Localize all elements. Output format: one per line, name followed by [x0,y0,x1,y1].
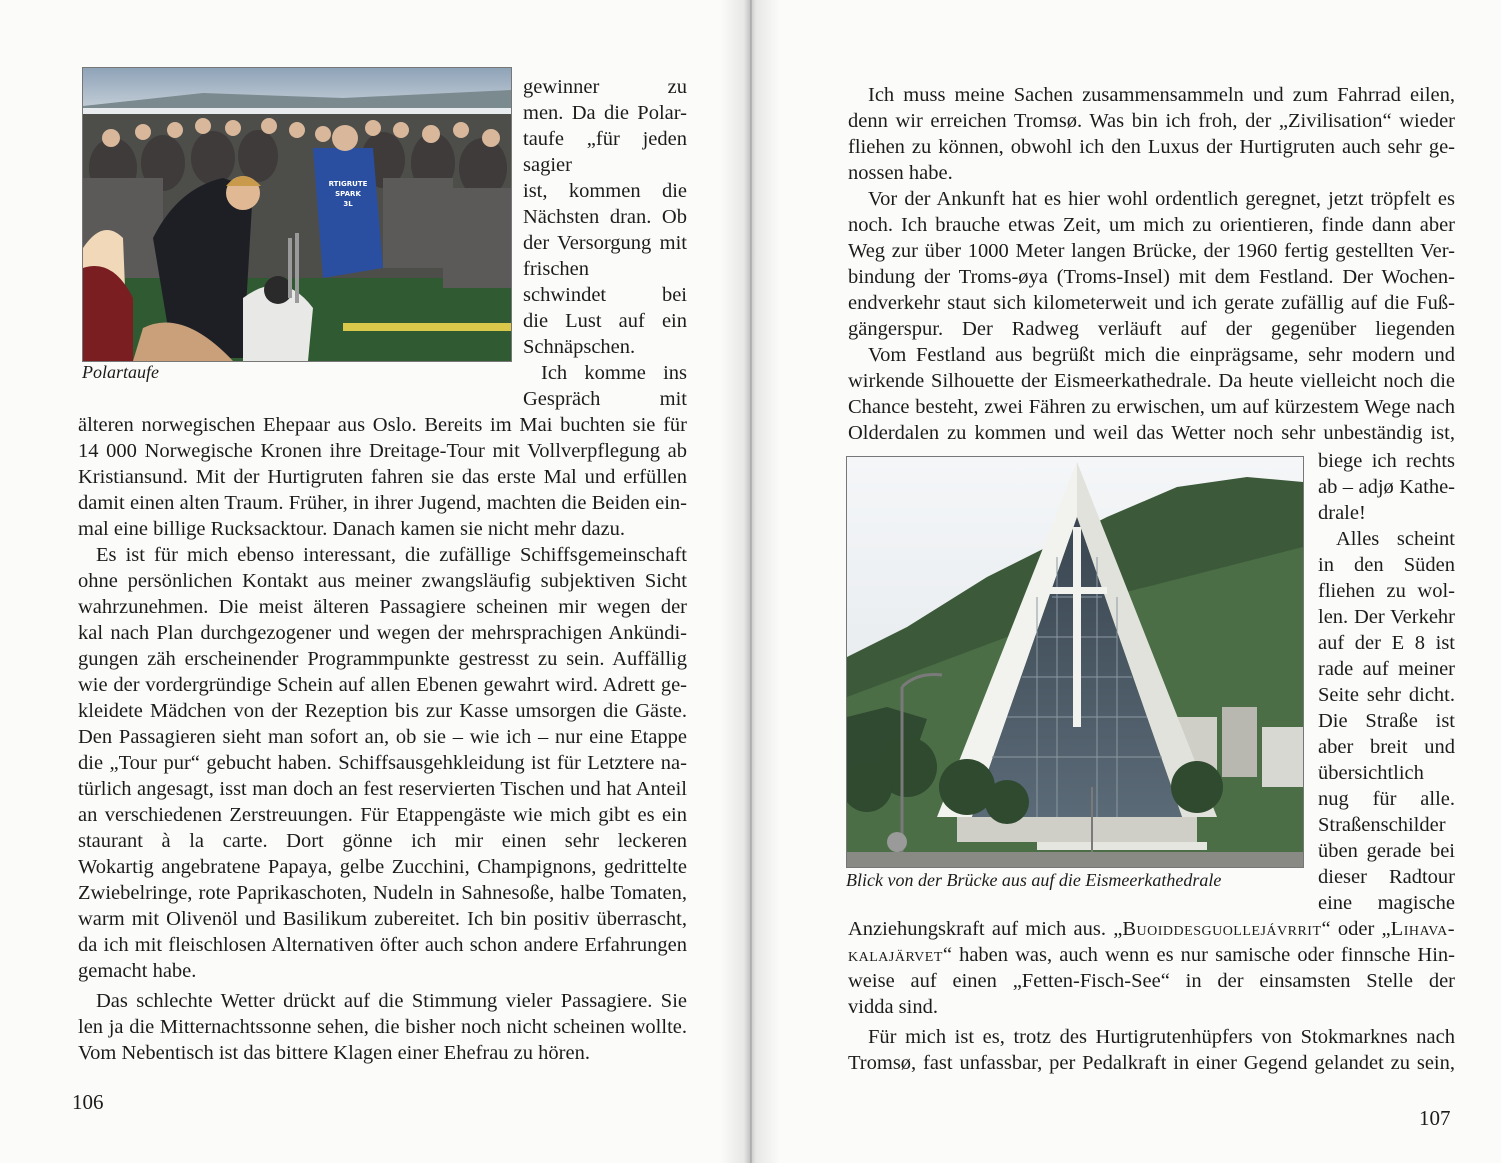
text-line: Das schlechte Wetter drückt auf die Stimmung vieler Passagiere. Sie [96,990,687,1012]
text-line [848,916,1455,942]
text-line: weise auf einen „Fetten-Fisch-See“ in der einsamsten Stelle der [848,970,1455,992]
eismeerkathedrale-photo [846,456,1304,868]
text-line: vidda sind. [848,996,938,1018]
side-line: eine magische [1318,892,1455,914]
text-line [848,942,1455,968]
side-line: Ich komme ins [541,362,687,384]
text-line: noch. Ich brauche etwas Zeit, um mich zu orientieren, finde dann aber [848,214,1455,236]
side-line: sagier [523,154,572,176]
side-line: übersichtlich [1318,762,1424,784]
side-line: der Versorgung mit [523,232,687,254]
text-line: bindung der Troms-øya (Troms-Insel) mit dem Festland. Der Wochen- [848,266,1455,288]
side-line: die Lust auf ein [523,310,687,332]
text-line: Vor der Ankunft hat es hier wohl ordentlich geregnet, jetzt tröpfelt es [868,188,1455,210]
text-line: denn wir erreichen Tromsø. Was bin ich froh, der „Zivilisation“ wieder [848,110,1455,132]
text-line: Tromsø, fast unfassbar, per Pedalkraft in einer Gegend gelandet zu sein, [848,1052,1455,1074]
text-line: die „Tour pur“ gebucht haben. Schiffsausgehkleidung ist für Letztere na- [78,752,687,774]
text-line: gemacht habe. [78,960,197,982]
side-line: frischen [523,258,590,280]
text-line: 14 000 Norwegische Kronen ihre Dreitage-Tour mit Vollverpflegung ab [78,440,687,462]
text-line: Vom Nebentisch ist das bittere Klagen einer Ehefrau zu hören. [78,1042,590,1064]
text-line: wahrzunehmen. Die meist älteren Passagiere scheinen mir wegen der [78,596,687,618]
side-line: Straßenschilder [1318,814,1446,836]
right-page [752,0,1501,1163]
jacket-text-1: RTIGRUTE [328,180,368,188]
text-line: da ich mit fleischlosen Alternativen öfter auch schon andere Erfahrungen [78,934,687,956]
side-line: aber breit und [1318,736,1455,758]
text-fragment: “ oder „ [1321,918,1391,940]
text-line: Chance besteht, zwei Fähren zu erwischen, um auf kürzestem Wege nach [848,396,1455,418]
side-line: fliehen zu wol- [1318,580,1455,602]
side-line: schwindet bei [523,284,687,306]
side-line: ist, kommen die [523,180,687,202]
text-line: gängerspur. Der Radweg verläuft auf der gegenüber liegenden [848,318,1455,340]
side-line: drale! [1318,502,1366,524]
side-line: Nächsten dran. Ob [523,206,687,228]
photo-caption: Blick von der Brücke aus auf die Eismeerkathedrale [846,870,1222,890]
text-line: Ich muss meine Sachen zusammensammeln und zum Fahrrad eilen, [868,84,1455,106]
side-line: Gespräch mit [523,388,687,410]
jacket-text-3: 3L [343,200,353,208]
text-line: Weg zur über 1000 Meter langen Brücke, der 1960 fertig gestellten Ver- [848,240,1455,262]
text-line: ohne persönlichen Kontakt aus meiner zwangsläufig subjektiven Sicht [78,570,687,592]
polartaufe-photo [82,67,512,362]
side-line: ab – adjø Kathe- [1318,476,1455,498]
text-line: an verschiedenen Zerstreuungen. Für Etappengäste wie mich gibt es ein [78,804,687,826]
text-line: mal eine billige Rucksacktour. Danach kamen sie nicht mehr dazu. [78,518,626,540]
side-line: in den Süden [1318,554,1455,576]
text-line: Es ist für mich ebenso interessant, die zufällige Schiffsgemeinschaft [96,544,687,566]
text-fragment: “ haben was, auch wenn es nur samische oder finnsche Hin- [942,944,1455,966]
side-line: dieser Radtour [1318,866,1455,888]
book-gutter [720,0,780,1163]
side-line: Alles scheint [1336,528,1455,550]
side-line: Schnäpschen. [523,336,636,358]
text-line: wirkende Silhouette der Eismeerkathedrale. Da heute vielleicht noch die [848,370,1455,392]
text-line: fliehen zu können, obwohl ich den Luxus der Hurtigruten auch sehr ge- [848,136,1455,158]
text-line: Für mich ist es, trotz des Hurtigrutenhüpfers von Stokmarknes nach [868,1026,1455,1048]
text-line: Wokartig angebratene Papaya, gelbe Zucchini, Champignons, gedrittelte [78,856,687,878]
text-line: Kristiansund. Mit der Hurtigruten fahren sie das erste Mal und erfüllen [78,466,687,488]
jacket-text-2: SPARK [335,190,361,198]
left-page [0,0,750,1163]
text-line: kal nach Plan durchgezogener und wegen der mehrsprachigen Ankündi- [78,622,687,644]
page-number: 107 [1419,1106,1451,1130]
text-line: gungen zäh erscheinender Programmpunkte gestresst zu sein. Auffällig [78,648,687,670]
side-line: rade auf meiner [1318,658,1455,680]
text-line: Vom Festland aus begrüßt mich die einprägsame, sehr modern und [868,344,1455,366]
side-line: men. Da die Polar- [523,102,687,124]
lake-name-finnish: Lihava- [1390,918,1455,940]
text-line: warm mit Olivenöl und Basilikum zubereitet. Ich bin positiv überrascht, [78,908,687,930]
text-line: kleidete Mädchen von der Rezeption bis zur Kasse umsorgen die Gäste. [78,700,687,722]
text-line: älteren norwegischen Ehepaar aus Oslo. Bereits im Mai buchten sie für [78,414,687,436]
text-line: wie der vordergründige Schein auf allen Ebenen gewahrt wird. Adrett ge- [78,674,687,696]
text-line: Den Passagieren sieht man sofort an, ob sie – wie ich – nur eine Etappe [78,726,687,748]
text-line: damit einen alten Traum. Früher, in ihrer Jugend, machten die Beiden ein- [78,492,687,514]
text-line: len ja die Mitternachtssonne sehen, die bisher noch nicht scheinen wollte. [78,1016,687,1038]
photo-caption: Polartaufe [82,362,159,382]
text-line: staurant à la carte. Dort gönne ich mir einen sehr leckeren [78,830,687,852]
page-number: 106 [72,1090,104,1114]
lake-name-finnish-end: kalajärvet [848,944,943,966]
side-line: gewinner zu [523,76,687,98]
side-line: Seite sehr dicht. [1318,684,1455,706]
side-line: Die Straße ist [1318,710,1455,732]
side-line: len. Der Verkehr [1318,606,1455,628]
lake-name-samic: Buoiddesguollejávrrit [1122,918,1322,940]
side-line: nug für alle. [1318,788,1455,810]
side-line: taufe „für jeden [523,128,687,150]
text-line: nossen habe. [848,162,953,184]
side-line: auf der E 8 ist [1318,632,1455,654]
side-line: üben gerade bei [1318,840,1455,862]
text-fragment: Anziehungskraft auf mich aus. „ [848,918,1123,940]
text-line: endverkehr staut sich kilometerweit und ich gerate zufällig auf die Fuß- [848,292,1455,314]
text-line: türlich angesagt, isst man doch an fest reservierten Tischen und hat Anteil [78,778,687,800]
text-line: Zwiebelringe, rote Paprikaschoten, Nudeln in Sahnesoße, halbe Tomaten, [78,882,687,904]
side-line: biege ich rechts [1318,450,1455,472]
text-line: Olderdalen zu kommen und weil das Wetter noch sehr unbeständig ist, [848,422,1455,444]
